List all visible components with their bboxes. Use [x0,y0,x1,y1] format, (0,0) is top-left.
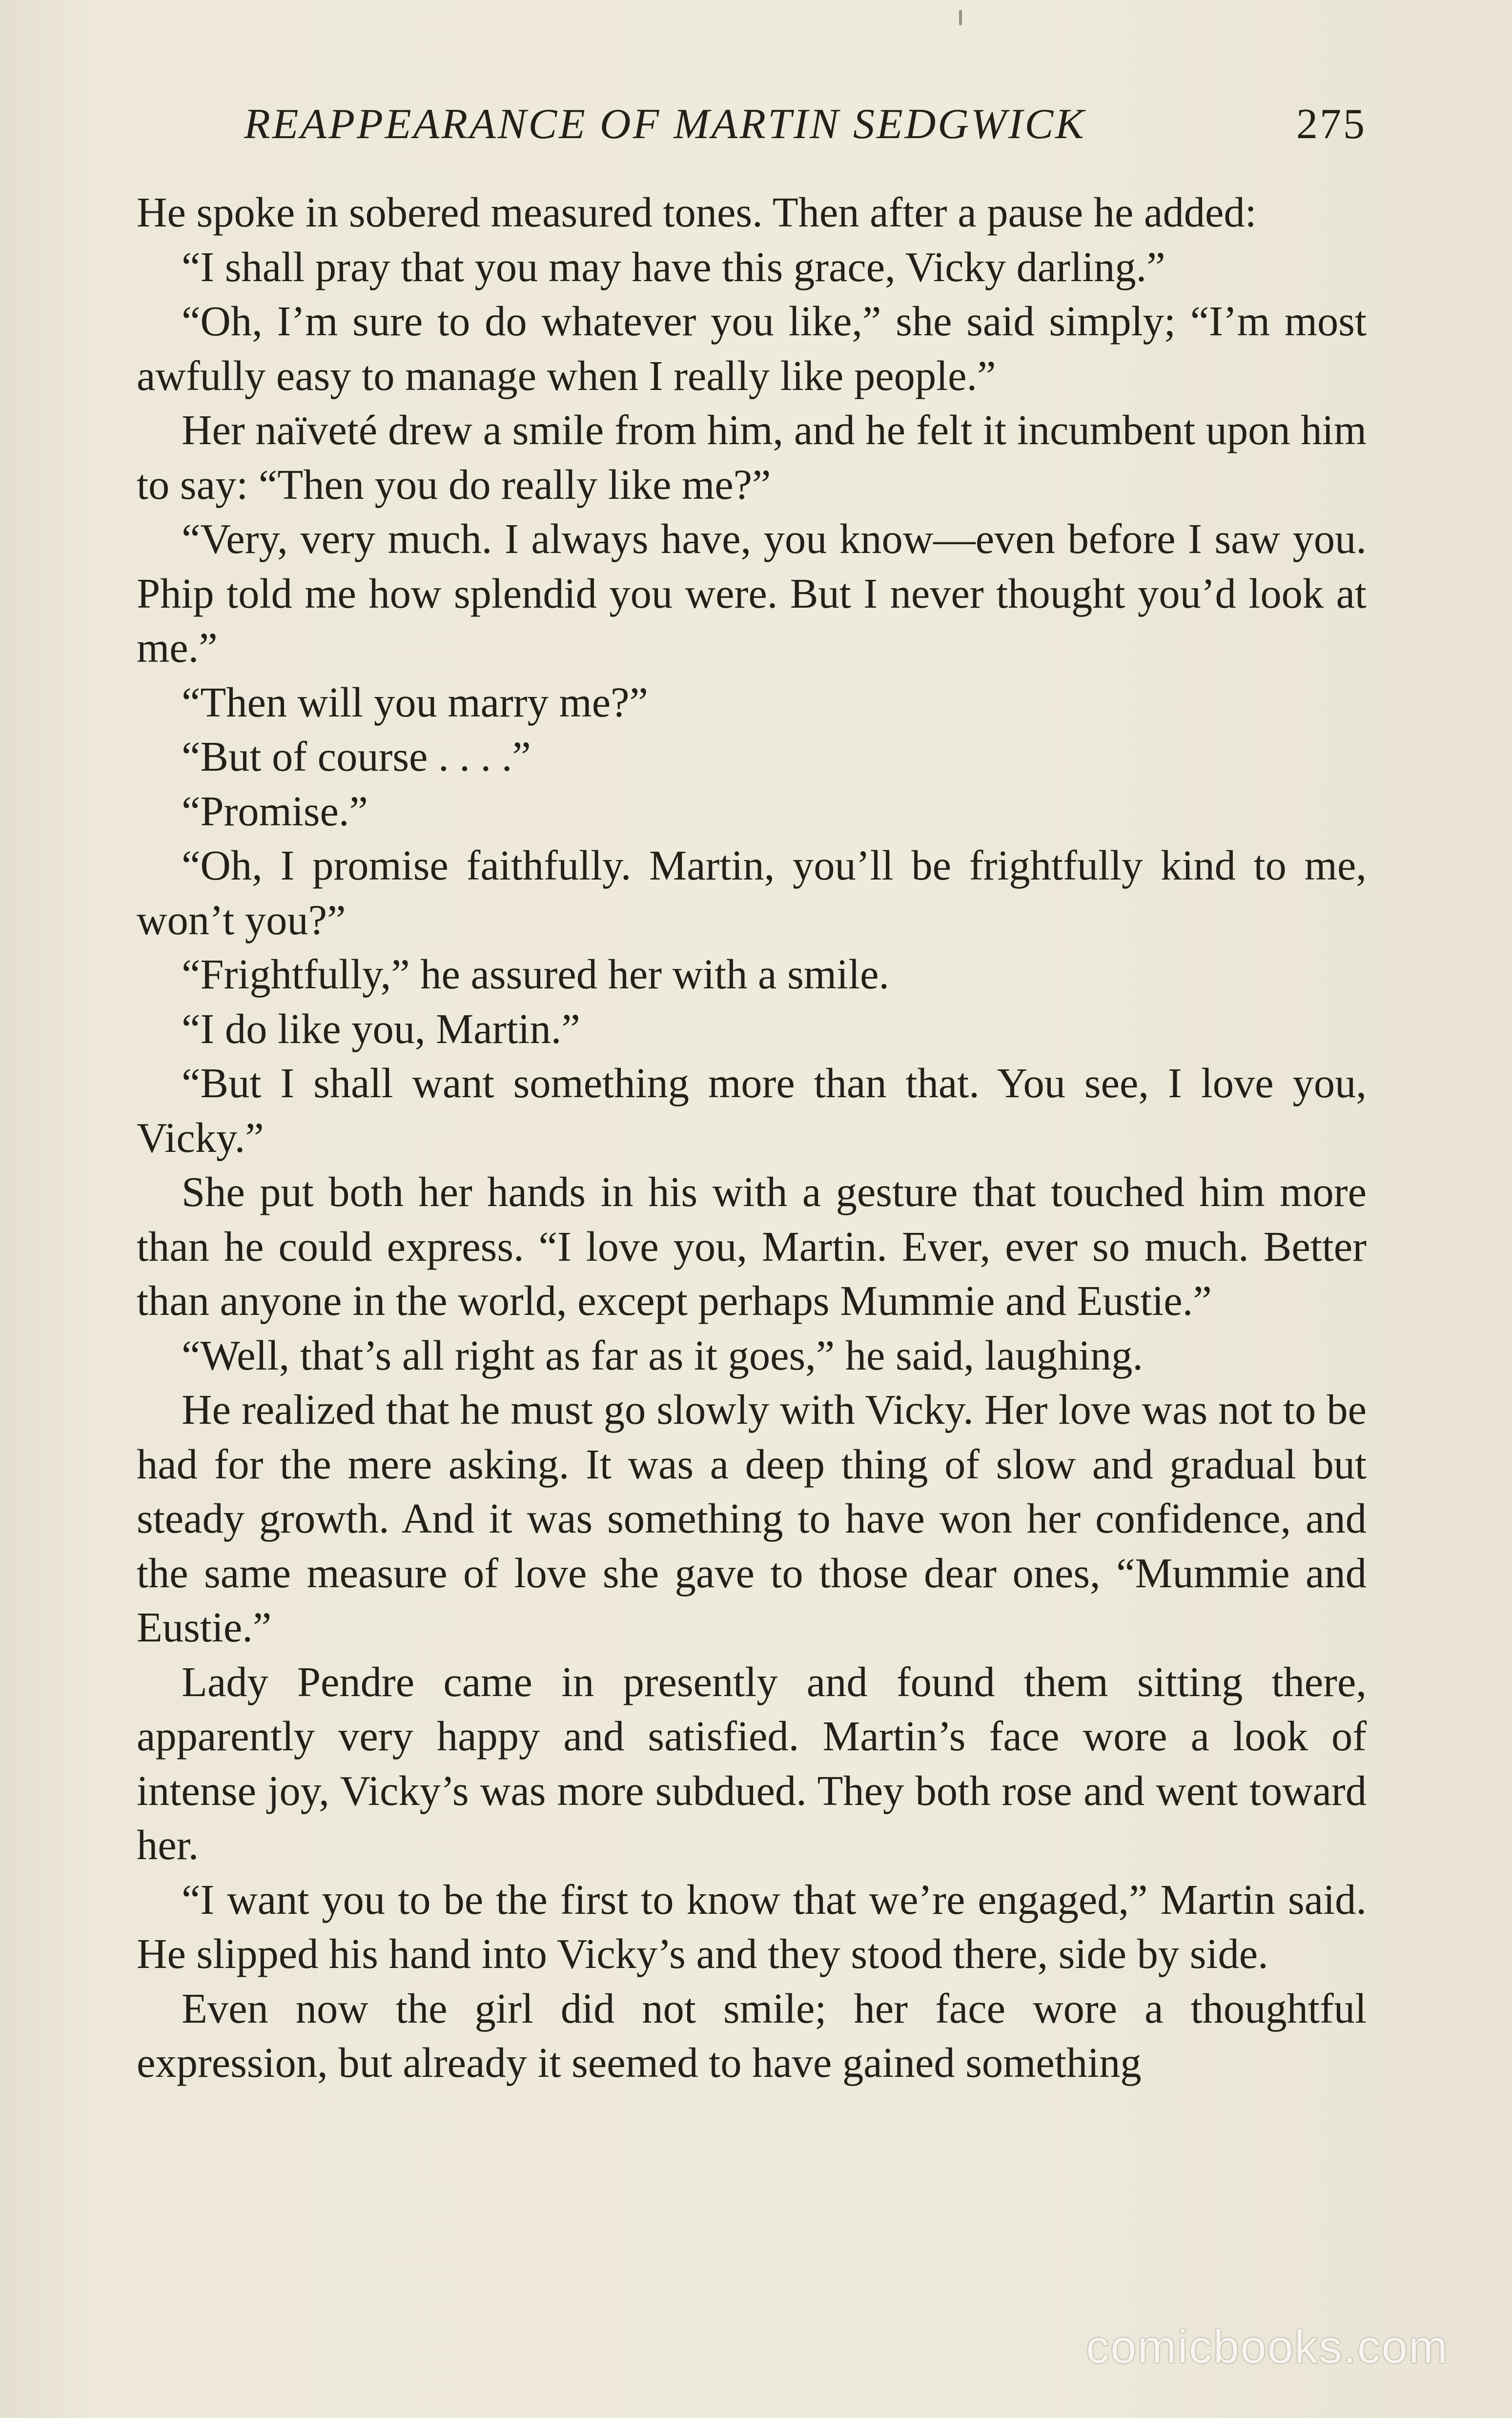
watermark: comicbooks.com [1086,2321,1449,2373]
paragraph: Her naïveté drew a smile from him, and he felt it incumbent upon him to say: “Then you do really like me?” [137,407,1367,508]
page-number: 275 [1296,101,1367,148]
body-text [137,185,1367,2090]
paragraph: Lady Pendre came in presently and found them sitting there, apparently very happy and satisfied. Martin’s face wore a look of intense joy, Vicky’s was more subdued. They both rose and went toward her. [137,1658,1367,1868]
paragraph: “Oh, I’m sure to do whatever you like,” she said simply; “I’m most awfully easy to manage when I really like people.” [137,298,1367,399]
paragraph: “But of course . . . .” [182,733,531,780]
running-head-title: REAPPEARANCE OF MARTIN SEDGWICK [244,101,1086,148]
paragraph: “I shall pray that you may have this grace, Vicky darling.” [182,243,1165,290]
paragraph: “Oh, I promise faithfully. Martin, you’ll be frightfully kind to me, won’t you?” [137,842,1367,943]
paper-speck [959,10,962,25]
paragraph: “Then will you marry me?” [182,678,648,726]
paragraph: “Promise.” [182,787,368,835]
paragraph: “I do like you, Martin.” [182,1005,580,1052]
paragraph: He spoke in sobered measured tones. Then after a pause he added: [137,189,1257,236]
paragraph: “But I shall want something more than that. You see, I love you, Vicky.” [137,1060,1367,1161]
running-head [244,93,1367,156]
paragraph: “I want you to be the first to know that we’re engaged,” Martin said. He slipped his hand into Vicky’s and they stood there, side by side. [137,1876,1367,1977]
paragraph: “Frightfully,” he assured her with a smile. [182,951,890,998]
paragraph: Even now the girl did not smile; her face wore a thoughtful expression, but already it seemed to have gained something [137,1985,1367,2086]
paragraph: He realized that he must go slowly with Vicky. Her love was not to be had for the mere asking. It was a deep thing of slow and gradual but steady growth. And it was something to have won her confidence, and the same measure of love she gave to those dear ones, “Mummie and Eustie.” [137,1386,1367,1651]
paragraph: She put both her hands in his with a gesture that touched him more than he could express. “I love you, Martin. Ever, ever so much. Better than anyone in the world, except perhaps Mummie and Eustie.” [137,1168,1367,1324]
paragraph: “Very, very much. I always have, you know—even before I saw you. Phip told me how splendid you were. But I never thought you’d look at me.” [137,515,1367,671]
paragraph: “Well, that’s all right as far as it goes,” he said, laughing. [182,1332,1143,1379]
